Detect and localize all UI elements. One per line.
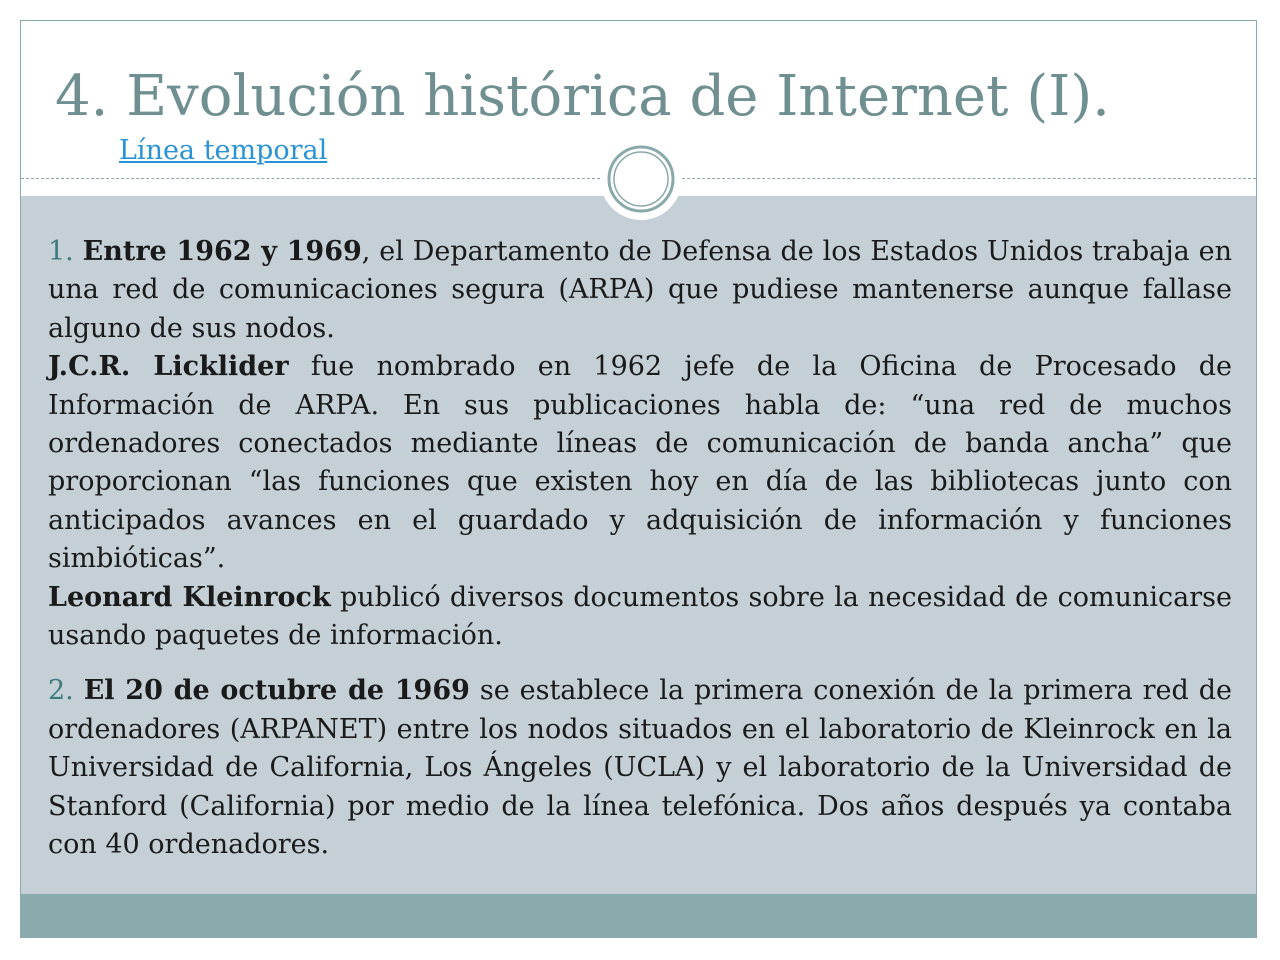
bold-phrase: El 20 de octubre de 1969 (83, 675, 470, 707)
circle-ornament-icon (600, 138, 682, 220)
bold-phrase: Leonard Kleinrock (48, 581, 331, 613)
paragraph-text: publicó diversos documentos sobre la necesidad de comunicarse usando paquetes de información. (48, 581, 1232, 652)
paragraph-text: , el Departamento de Defensa de los Estados Unidos trabaja en una red de comunicaciones segura (ARPA) que pudiese mantenerse aunque fallase alguno de sus nodos. (48, 236, 1232, 344)
slide (20, 20, 1257, 938)
bold-phrase: Entre 1962 y 1969 (82, 236, 362, 267)
paragraph-text: fue nombrado en 1962 jefe de la Oficina de Procesado de Información de ARPA. En sus publicaciones habla de: “una red de muchos ordenadores conectados mediante líneas de comunicación de banda ancha” que proporcionan “las funciones que existen hoy en día de las bibliotecas junto con anticipados avances en el guardado y adquisición de información y funciones simbióticas”. (48, 351, 1232, 575)
item-number: 2. (48, 675, 74, 707)
timeline-link[interactable]: Línea temporal (119, 135, 328, 166)
bold-phrase: J.C.R. Licklider (48, 351, 289, 383)
paragraph-text: se establece la primera conexión de la primera red de ordenadores (ARPANET) entre los nodos situados en el laboratorio de Kleinrock en la Universidad de California, Los Ángeles (UCLA) y el laboratorio de la Universidad de Stanford (California) por medio de la línea telefónica. Dos años después ya contaba con 40 ordenadores. (48, 675, 1232, 861)
paragraph-1969 (48, 672, 1232, 864)
footer-bar (21, 894, 1256, 938)
paragraph-licklider (48, 348, 1232, 578)
paragraph-1962 (48, 233, 1232, 348)
slide-body (48, 233, 1232, 865)
item-number: 1. (48, 236, 74, 267)
slide-title: 4. Evolución histórica de Internet (I). (55, 64, 1110, 129)
paragraph-kleinrock (48, 579, 1232, 656)
